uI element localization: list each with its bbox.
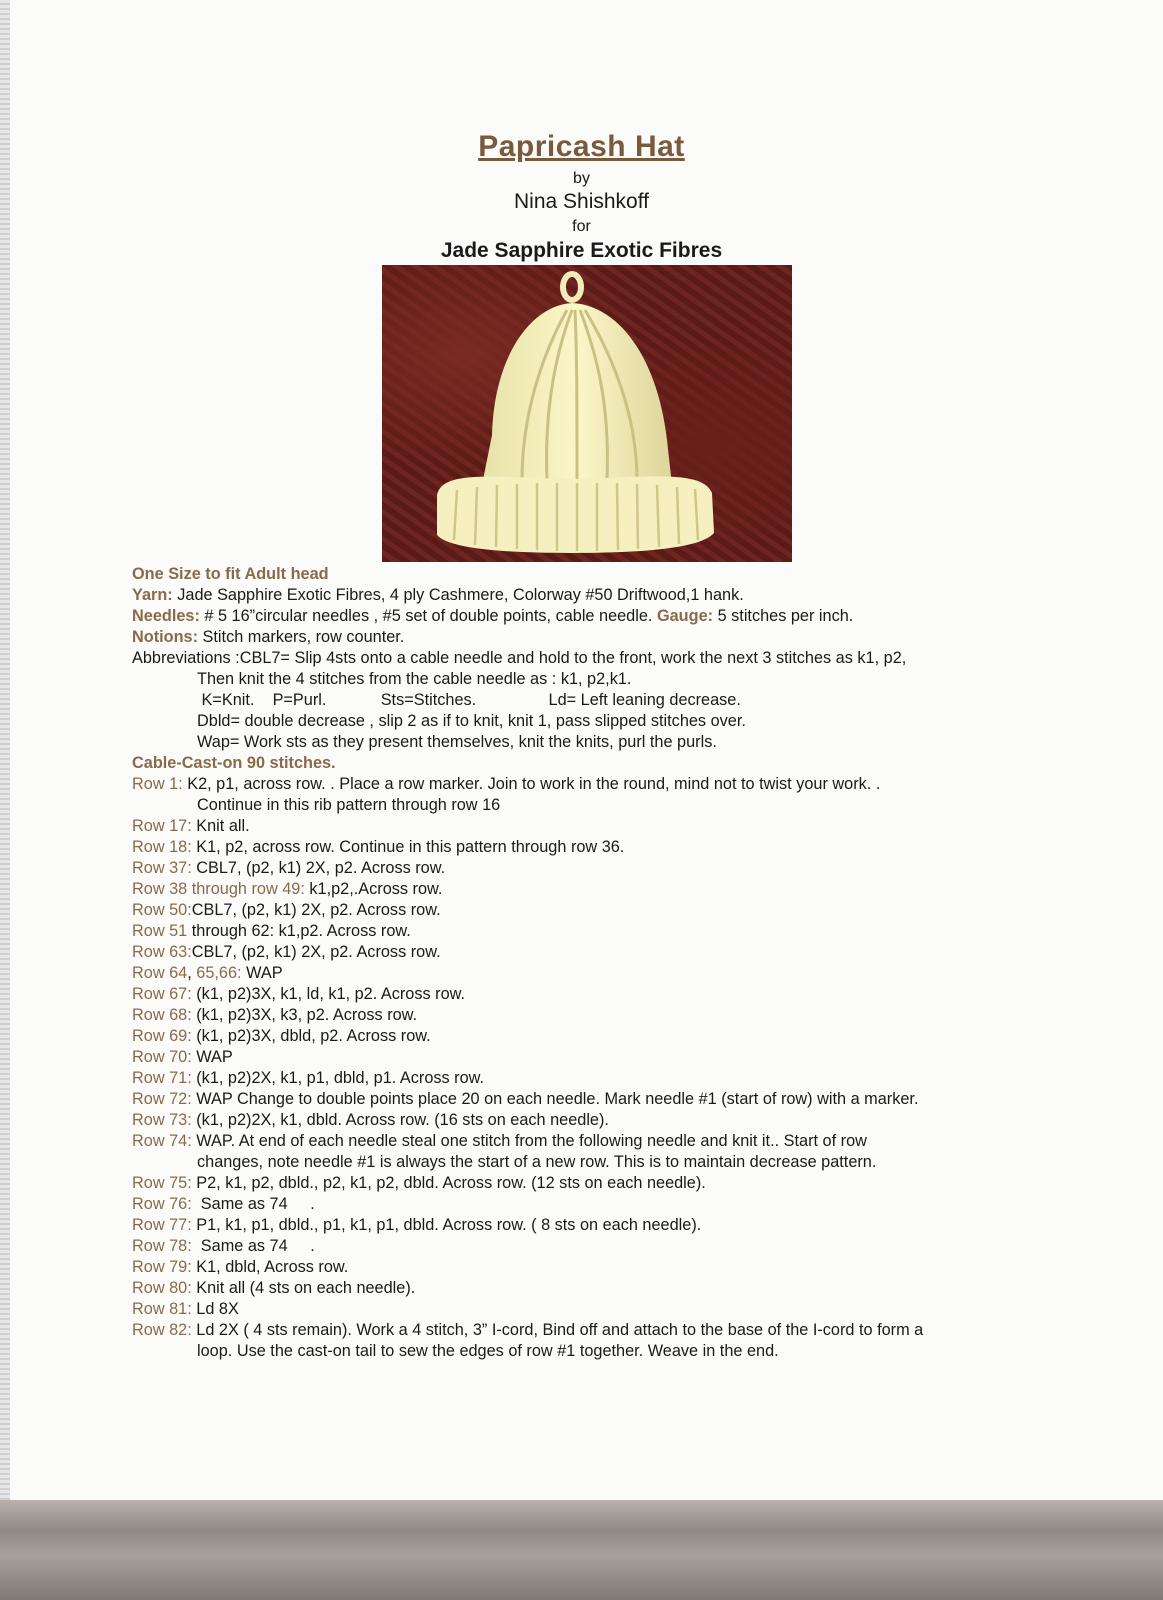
row-instruction <box>132 1026 1132 1047</box>
row-instruction <box>132 1047 1132 1068</box>
row-label: Row 1: <box>132 775 183 793</box>
row-text: CBL7, (p2, k1) 2X, p2. Across row. <box>191 859 446 877</box>
row-instruction <box>132 921 1132 942</box>
row-label: Row 18: <box>132 838 192 856</box>
row-label: Row 74: <box>132 1132 192 1150</box>
abbreviations-line-4: Dbld= double decrease , slip 2 as if to knit, knit 1, pass slipped stitches over. <box>197 712 746 730</box>
pattern-title: Papricash Hat <box>478 130 685 163</box>
row-label: Row 78: <box>132 1237 192 1255</box>
row-text: WAP <box>241 964 283 982</box>
row-text: WAP. At end of each needle steal one stitch from the following needle and knit it.. Start of row <box>191 1132 867 1150</box>
row-instruction <box>132 774 1132 795</box>
row-instruction <box>132 1320 1132 1341</box>
notions-label: Notions: <box>132 628 199 646</box>
gauge-label: Gauge: <box>656 607 714 625</box>
size-heading: One Size to fit Adult head <box>132 565 329 583</box>
row-text: K1, p2, across row. Continue in this pattern through row 36. <box>191 838 625 856</box>
row-label: Row 50: <box>132 901 192 919</box>
row-label: Row 69: <box>132 1027 192 1045</box>
author-name: Nina Shishkoff <box>513 190 650 213</box>
company-name: Jade Sapphire Exotic Fibres <box>440 239 723 262</box>
row-label: Row 73: <box>132 1111 192 1129</box>
row-instruction <box>132 1278 1132 1299</box>
row-continuation: loop. Use the cast-on tail to sew the edges of row #1 together. Weave in the end. <box>197 1342 779 1360</box>
row-instruction <box>132 1194 1132 1215</box>
row-label: Row 76: <box>132 1195 192 1213</box>
row-instruction <box>132 1215 1132 1236</box>
cast-on-heading: Cable-Cast-on 90 stitches. <box>132 754 336 772</box>
row-instruction <box>132 984 1132 1005</box>
row-label: Row 80: <box>132 1279 192 1297</box>
row-label: Row 38 through row 49: <box>132 880 305 898</box>
row-text: K1, dbld, Across row. <box>191 1258 349 1276</box>
row-label: Row 79: <box>132 1258 192 1276</box>
gauge-text: 5 stitches per inch. <box>713 607 854 625</box>
scanner-bed <box>0 1500 1163 1600</box>
row-label: Row 37: <box>132 859 192 877</box>
row-text: Same as 74 . <box>191 1195 315 1213</box>
row-label: 65,66: <box>196 964 242 982</box>
row-text: , <box>187 964 197 982</box>
yarn-label: Yarn: <box>132 586 173 604</box>
row-instruction <box>132 1299 1132 1320</box>
row-text: P2, k1, p2, dbld., p2, k1, p2, dbld. Across row. (12 sts on each needle). <box>191 1174 706 1192</box>
row-label: Row 77: <box>132 1216 192 1234</box>
row-text: (k1, p2)2X, k1, dbld. Across row. (16 sts on each needle). <box>191 1111 609 1129</box>
notions-line <box>132 627 1132 648</box>
row-text: (k1, p2)3X, k1, ld, k1, p2. Across row. <box>191 985 466 1003</box>
row-text: WAP Change to double points place 20 on each needle. Mark needle #1 (start of row) with a marker. <box>191 1090 919 1108</box>
needles-line <box>132 606 1132 627</box>
row-instruction <box>132 963 1132 984</box>
row-label: Row 72: <box>132 1090 192 1108</box>
row-text: Ld 2X ( 4 sts remain). Work a 4 stitch, 3” I-cord, Bind off and attach to the base of the I-cord to form a <box>191 1321 924 1339</box>
abbreviations-line-5: Wap= Work sts as they present themselves, knit the knits, purl the purls. <box>197 733 717 751</box>
needles-text: # 5 16”circular needles , #5 set of double points, cable needle. <box>199 607 657 625</box>
by-label: by <box>573 170 590 187</box>
row-instruction <box>132 1068 1132 1089</box>
row-instruction <box>132 942 1132 963</box>
row-label: Row 64 <box>132 964 188 982</box>
needles-label: Needles: <box>132 607 200 625</box>
hat-photo <box>382 265 792 562</box>
row-text: (k1, p2)2X, k1, p1, dbld, p1. Across row. <box>191 1069 485 1087</box>
row-label: Row 75: <box>132 1174 192 1192</box>
notions-text: Stitch markers, row counter. <box>198 628 405 646</box>
row-text: Ld 8X <box>191 1300 239 1318</box>
row-instruction <box>132 1236 1132 1257</box>
row-text: k1,p2,.Across row. <box>304 880 443 898</box>
row-continuation: Continue in this rib pattern through row 16 <box>197 796 501 814</box>
row-label: Row 70: <box>132 1048 192 1066</box>
row-text: CBL7, (p2, k1) 2X, p2. Across row. <box>191 943 441 961</box>
row-instructions <box>132 774 1132 1362</box>
row-instruction <box>132 816 1132 837</box>
row-instruction <box>132 1005 1132 1026</box>
row-instruction <box>132 879 1132 900</box>
row-instruction <box>132 900 1132 921</box>
row-label: Row 17: <box>132 817 192 835</box>
abbreviations-line-1: Abbreviations :CBL7= Slip 4sts onto a cable needle and hold to the front, work the next 3 stitches as k1, p2, <box>132 649 907 667</box>
row-text: (k1, p2)3X, dbld, p2. Across row. <box>191 1027 431 1045</box>
row-text: Same as 74 . <box>191 1237 315 1255</box>
abbreviations-line-3: K=Knit. P=Purl. Sts=Stitches. Ld= Left leaning decrease. <box>197 691 741 709</box>
row-label: Row 67: <box>132 985 192 1003</box>
row-text: CBL7, (p2, k1) 2X, p2. Across row. <box>191 901 441 919</box>
row-label: Row 63: <box>132 943 192 961</box>
row-instruction <box>132 1089 1132 1110</box>
row-label: Row 81: <box>132 1300 192 1318</box>
row-text: P1, k1, p1, dbld., p1, k1, p1, dbld. Across row. ( 8 sts on each needle). <box>191 1216 702 1234</box>
row-instruction <box>132 1257 1132 1278</box>
pattern-text <box>132 564 1132 1362</box>
row-instruction <box>132 1131 1132 1152</box>
yarn-text: Jade Sapphire Exotic Fibres, 4 ply Cashmere, Colorway #50 Driftwood,1 hank. <box>172 586 744 604</box>
row-text: (k1, p2)3X, k3, p2. Across row. <box>191 1006 418 1024</box>
row-label: Row 71: <box>132 1069 192 1087</box>
row-label: Row 68: <box>132 1006 192 1024</box>
row-text: WAP <box>191 1048 233 1066</box>
row-instruction <box>132 837 1132 858</box>
row-instruction <box>132 858 1132 879</box>
for-label: for <box>572 218 591 235</box>
row-text: Knit all. <box>191 817 250 835</box>
row-instruction <box>132 1173 1132 1194</box>
row-text: Knit all (4 sts on each needle). <box>191 1279 416 1297</box>
row-text: through 62: k1,p2. Across row. <box>187 922 411 940</box>
yarn-line <box>132 585 1132 606</box>
abbreviations-line-2: Then knit the 4 stitches from the cable needle as : k1, p2,k1. <box>197 670 632 688</box>
row-continuation: changes, note needle #1 is always the start of a new row. This is to maintain decrease pattern. <box>197 1153 877 1171</box>
row-instruction <box>132 1110 1132 1131</box>
row-label: Row 51 <box>132 922 188 940</box>
row-label: Row 82: <box>132 1321 192 1339</box>
row-text: K2, p1, across row. . Place a row marker. Join to work in the round, mind not to twist your work. . <box>182 775 881 793</box>
